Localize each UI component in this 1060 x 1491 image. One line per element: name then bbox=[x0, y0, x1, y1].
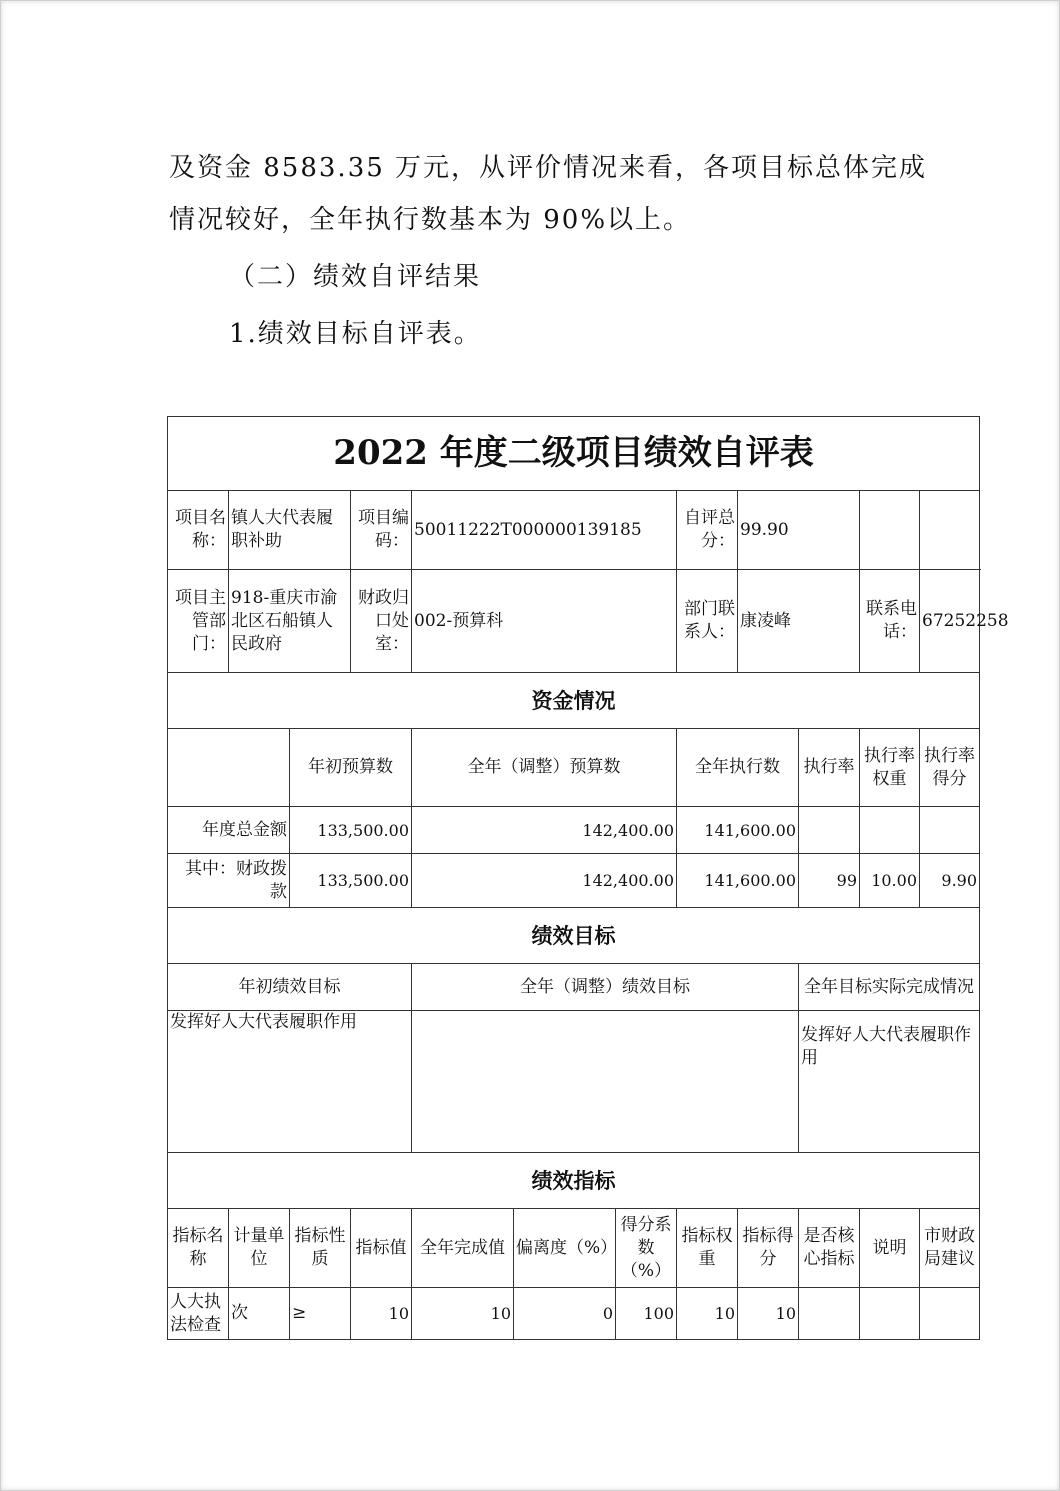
phone-value: 67252258 bbox=[920, 570, 980, 673]
column-header: 指标得分 bbox=[738, 1209, 799, 1288]
column-header: 指标值 bbox=[351, 1209, 412, 1288]
indicator-name-cell: 人大执法检查 bbox=[168, 1288, 229, 1340]
score-coefficient-cell: 100 bbox=[616, 1288, 677, 1340]
column-header: 计量单位 bbox=[229, 1209, 290, 1288]
initial-budget-cell: 133,500.00 bbox=[290, 807, 412, 854]
bureau-advice-cell bbox=[920, 1288, 980, 1340]
execution-rate-cell bbox=[799, 807, 860, 854]
row-label: 其中：财政拨款 bbox=[168, 854, 290, 908]
body-paragraph: 情况较好，全年执行数基本为 90%以上。 bbox=[169, 205, 692, 235]
unit-cell: 次 bbox=[229, 1288, 290, 1340]
adjusted-goal-cell bbox=[412, 1011, 799, 1153]
column-header: 偏离度（%） bbox=[514, 1209, 616, 1288]
column-header: 年初绩效目标 bbox=[168, 964, 412, 1011]
execution-rate-cell: 99 bbox=[799, 854, 860, 908]
table-title: 2022 年度二级项目绩效自评表 bbox=[168, 417, 980, 491]
column-header: 全年完成值 bbox=[412, 1209, 514, 1288]
column-header: 年初预算数 bbox=[290, 729, 412, 807]
column-header: 市财政局建议 bbox=[920, 1209, 980, 1288]
phone-label: 联系电话： bbox=[860, 570, 920, 673]
indicators-section-heading: 绩效指标 bbox=[168, 1153, 980, 1209]
self-evaluation-table bbox=[167, 416, 1009, 1340]
body-paragraph: 及资金 8583.35 万元，从评价情况来看，各项目标总体完成 bbox=[169, 153, 928, 183]
project-name-label: 项目名称： bbox=[168, 491, 229, 570]
empty-cell bbox=[920, 491, 980, 570]
funds-section-heading: 资金情况 bbox=[168, 673, 980, 729]
project-code-label: 项目编码： bbox=[351, 491, 412, 570]
department-value: 918-重庆市渝北区石船镇人民政府 bbox=[229, 570, 351, 673]
column-header: 执行率权重 bbox=[860, 729, 920, 807]
project-code-value: 50011222T000000139185 bbox=[412, 491, 677, 570]
nature-cell: ≥ bbox=[290, 1288, 351, 1340]
sub-heading: 1.绩效目标自评表。 bbox=[229, 319, 482, 349]
indicator-weight-cell: 10 bbox=[677, 1288, 738, 1340]
column-header: 执行率得分 bbox=[920, 729, 980, 807]
rate-weight-cell: 10.00 bbox=[860, 854, 920, 908]
column-header: 指标性质 bbox=[290, 1209, 351, 1288]
column-header: 得分系数（%） bbox=[616, 1209, 677, 1288]
executed-cell: 141,600.00 bbox=[677, 854, 799, 908]
adjusted-budget-cell: 142,400.00 bbox=[412, 854, 677, 908]
contact-label: 部门联系人： bbox=[677, 570, 738, 673]
row-label: 年度总金额 bbox=[168, 807, 290, 854]
finance-office-label: 财政归口处室： bbox=[351, 570, 412, 673]
adjusted-budget-cell: 142,400.00 bbox=[412, 807, 677, 854]
section-heading: （二）绩效自评结果 bbox=[229, 262, 482, 292]
self-score-label: 自评总分： bbox=[677, 491, 738, 570]
column-header: 是否核心指标 bbox=[799, 1209, 860, 1288]
actual-completion-cell: 发挥好人大代表履职作用 bbox=[799, 1011, 980, 1153]
column-header: 全年（调整）预算数 bbox=[412, 729, 677, 807]
completed-value-cell: 10 bbox=[412, 1288, 514, 1340]
core-indicator-cell bbox=[799, 1288, 860, 1340]
rate-score-cell: 9.90 bbox=[920, 854, 980, 908]
column-header: 全年执行数 bbox=[677, 729, 799, 807]
self-score-value: 99.90 bbox=[738, 491, 860, 570]
column-header: 全年目标实际完成情况 bbox=[799, 964, 980, 1011]
executed-cell: 141,600.00 bbox=[677, 807, 799, 854]
indicator-score-cell: 10 bbox=[738, 1288, 799, 1340]
empty-cell bbox=[860, 491, 920, 570]
finance-office-value: 002-预算科 bbox=[412, 570, 677, 673]
indicator-value-cell: 10 bbox=[351, 1288, 412, 1340]
column-header: 执行率 bbox=[799, 729, 860, 807]
goals-section-heading: 绩效目标 bbox=[168, 908, 980, 964]
initial-goal-cell: 发挥好人大代表履职作用 bbox=[168, 1011, 412, 1153]
column-header: 指标名称 bbox=[168, 1209, 229, 1288]
rate-weight-cell bbox=[860, 807, 920, 854]
column-header: 说明 bbox=[860, 1209, 920, 1288]
column-header: 指标权重 bbox=[677, 1209, 738, 1288]
note-cell bbox=[860, 1288, 920, 1340]
department-label: 项目主管部门： bbox=[168, 570, 229, 673]
empty-cell bbox=[168, 729, 290, 807]
contact-value: 康凌峰 bbox=[738, 570, 860, 673]
project-name-value: 镇人大代表履职补助 bbox=[229, 491, 351, 570]
column-header: 全年（调整）绩效目标 bbox=[412, 964, 799, 1011]
deviation-cell: 0 bbox=[514, 1288, 616, 1340]
rate-score-cell bbox=[920, 807, 980, 854]
initial-budget-cell: 133,500.00 bbox=[290, 854, 412, 908]
